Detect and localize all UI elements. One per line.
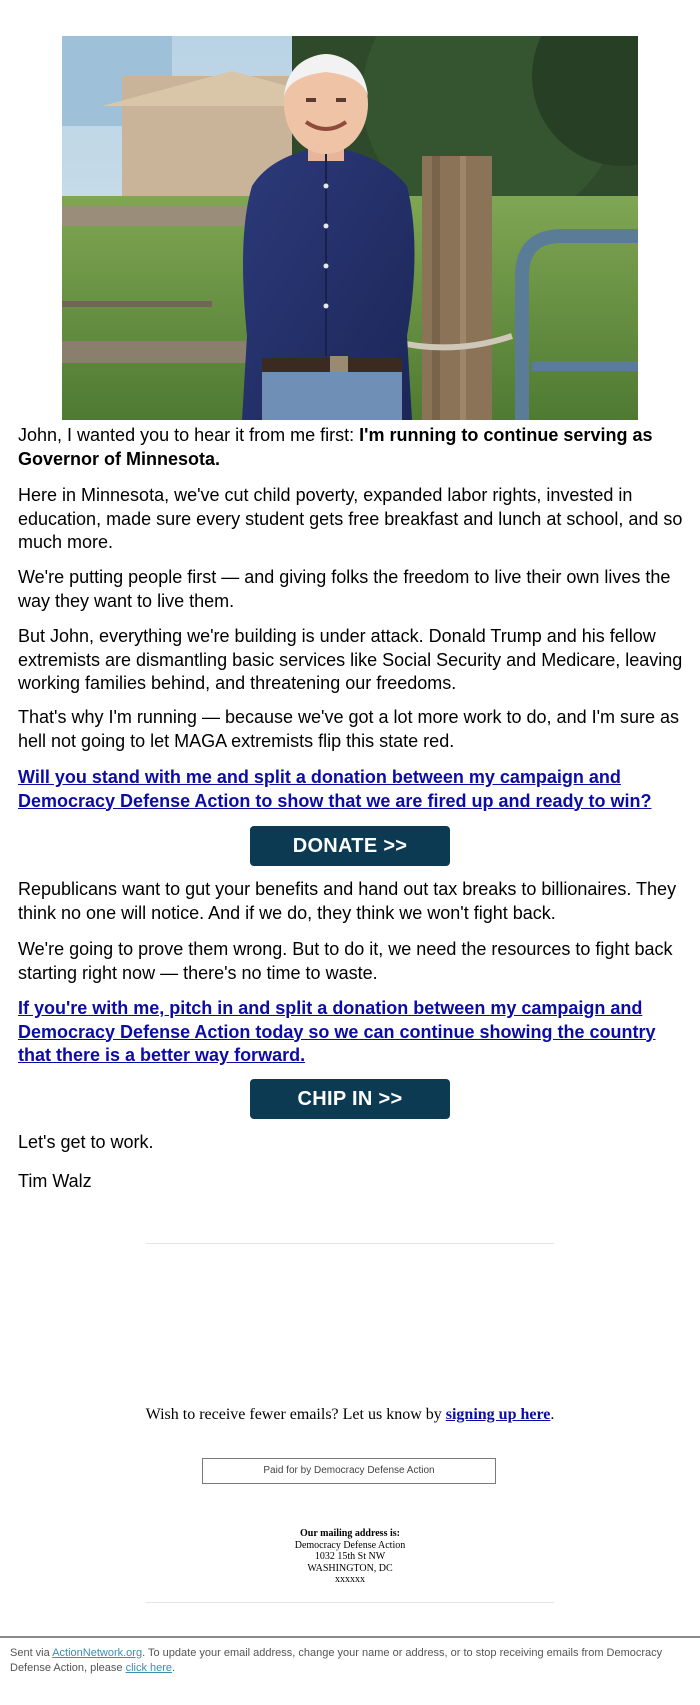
donation-cta-1-paragraph	[18, 766, 684, 813]
signing-up-link[interactable]: signing up here	[445, 1406, 551, 1423]
signature: Tim Walz	[18, 1171, 92, 1191]
mailing-line-zip: xxxxxx	[335, 1574, 365, 1585]
paragraph-republicans: Republicans want to gut your benefits and hand out tax breaks to billionaires. They think no one will notice. And if we do, they think we won't fight back.	[18, 879, 677, 923]
mailing-line-org: Democracy Defense Action	[294, 1539, 406, 1551]
mailing-line-city: WASHINGTON, DC	[307, 1562, 393, 1574]
paragraph-prove-wrong: We're going to prove them wrong. But to do it, we need the resources to fight back starting right now — there's no time to waste.	[18, 939, 673, 983]
mailing-line-street: 1032 15th St NW	[314, 1551, 386, 1562]
donation-link-1[interactable]: Will you stand with me and split a donation between my campaign and Democracy Defense Action to show that we are fired up and ready to win?	[18, 767, 652, 811]
paragraph-accomplishments: Here in Minnesota, we've cut child poverty, expanded labor rights, invested in education, made sure every student gets free breakfast and lunch at school, and so much more.	[18, 485, 683, 552]
mailing-address	[0, 1528, 700, 1586]
actionnetwork-link[interactable]: ActionNetwork.org	[52, 1647, 143, 1659]
fewer-emails-suffix: .	[550, 1406, 555, 1423]
opening-plain-text: John, I wanted you to hear it from me first:	[18, 425, 360, 445]
opening-bold-text: I'm running to continue serving as Governor of Minnesota.	[18, 425, 653, 469]
donation-link-2[interactable]: If you're with me, pitch in and split a donation between my campaign and Democracy Defense Action today so we can continue showing the country that there is a better way forward.	[18, 998, 656, 1065]
paragraph-closing: Let's get to work.	[18, 1132, 154, 1152]
donation-cta-2-paragraph	[18, 997, 684, 1068]
portrait-photo	[62, 36, 638, 420]
footer-divider-bottom	[146, 1602, 554, 1603]
paragraph-under-attack: But John, everything we're building is under attack. Donald Trump and his fellow extremists are dismantling basic services like Social Security and Medicare, leaving working families behind, and threatening our freedoms.	[18, 626, 683, 693]
click-here-link[interactable]: click here	[125, 1662, 173, 1674]
footer-divider-top	[146, 1243, 554, 1244]
paragraph-why-running: That's why I'm running — because we've got a lot more work to do, and I'm sure as hell not going to let MAGA extremists flip this state red.	[18, 707, 680, 751]
system-footer	[10, 1646, 680, 1676]
chip-in-button[interactable]: CHIP IN >>	[250, 1079, 450, 1119]
footer-prefix: Sent via	[10, 1647, 53, 1659]
paragraph-people-first: We're putting people first — and giving folks the freedom to live their own lives the way they want to live them.	[18, 567, 671, 611]
donate-button[interactable]: DONATE >>	[250, 826, 450, 866]
footer-suffix: .	[172, 1662, 176, 1674]
fewer-emails-prefix: Wish to receive fewer emails? Let us know by	[145, 1406, 446, 1423]
opening-paragraph	[18, 424, 684, 471]
paid-for-box: Paid for by Democracy Defense Action	[202, 1458, 496, 1484]
footer-middle: . To update your email address, change your name or address, or to stop receiving emails from Democracy Defense Action, please	[10, 1647, 663, 1674]
mailing-heading: Our mailing address is:	[300, 1528, 400, 1539]
system-footer-border	[0, 1636, 700, 1638]
fewer-emails-line	[0, 1406, 700, 1424]
